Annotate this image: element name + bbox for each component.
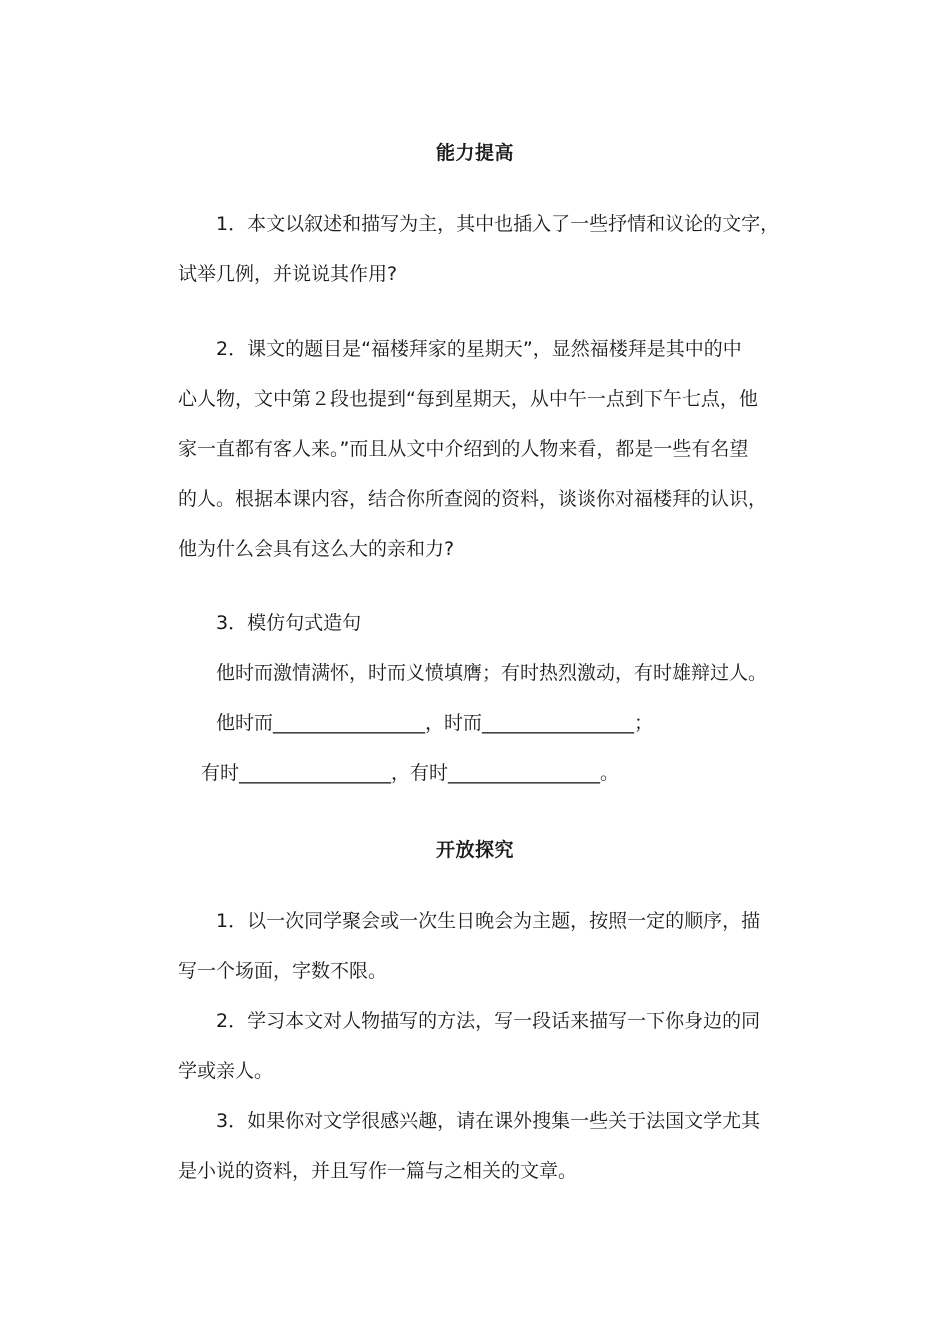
question-1-line-1: 1．本文以叙述和描写为主，其中也插入了一些抒情和议论的文字， [216,213,780,235]
explore-2-line-1: 2．学习本文对人物描写的方法，写一段话来描写一下你身边的同 [216,1010,761,1032]
question-1-line-2: 试举几例，并说说其作用? [178,263,398,285]
question-3-blank-line-1: 他时而________________，时而________________； [216,712,654,734]
explore-1-line-2: 写一个场面，字数不限。 [178,960,388,982]
question-2-line-3: 家一直都有客人来。”而且从文中介绍到的人物来看，都是一些有名望 [178,438,749,460]
question-3-line-1: 3．模仿句式造句 [216,612,362,634]
section-title-exploration: 开放探究 [435,839,514,861]
question-2-line-5: 他为什么会具有这么大的亲和力? [178,538,455,560]
question-3-example: 他时而激情满怀，时而义愤填膺；有时热烈激动，有时雄辩过人。 [216,662,768,684]
question-2-line-4: 的人。根据本课内容，结合你所查阅的资料，谈谈你对福楼拜的认识， [178,488,768,510]
question-2-line-1: 2．课文的题目是“福楼拜家的星期天”，显然福楼拜是其中的中 [216,338,742,360]
explore-1-line-1: 1．以一次同学聚会或一次生日晚会为主题，按照一定的顺序，描 [216,910,761,932]
explore-2-line-2: 学或亲人。 [178,1060,274,1082]
question-2-line-2: 心人物，文中第２段也提到“每到星期天，从中午一点到下午七点，他 [178,388,758,410]
explore-3-line-2: 是小说的资料，并且写作一篇与之相关的文章。 [178,1160,578,1182]
explore-3-line-1: 3．如果你对文学很感兴趣，请在课外搜集一些关于法国文学尤其 [216,1110,761,1132]
question-3-blank-line-2: 有时________________，有时________________。 [201,762,620,784]
section-title-ability: 能力提高 [435,142,514,164]
